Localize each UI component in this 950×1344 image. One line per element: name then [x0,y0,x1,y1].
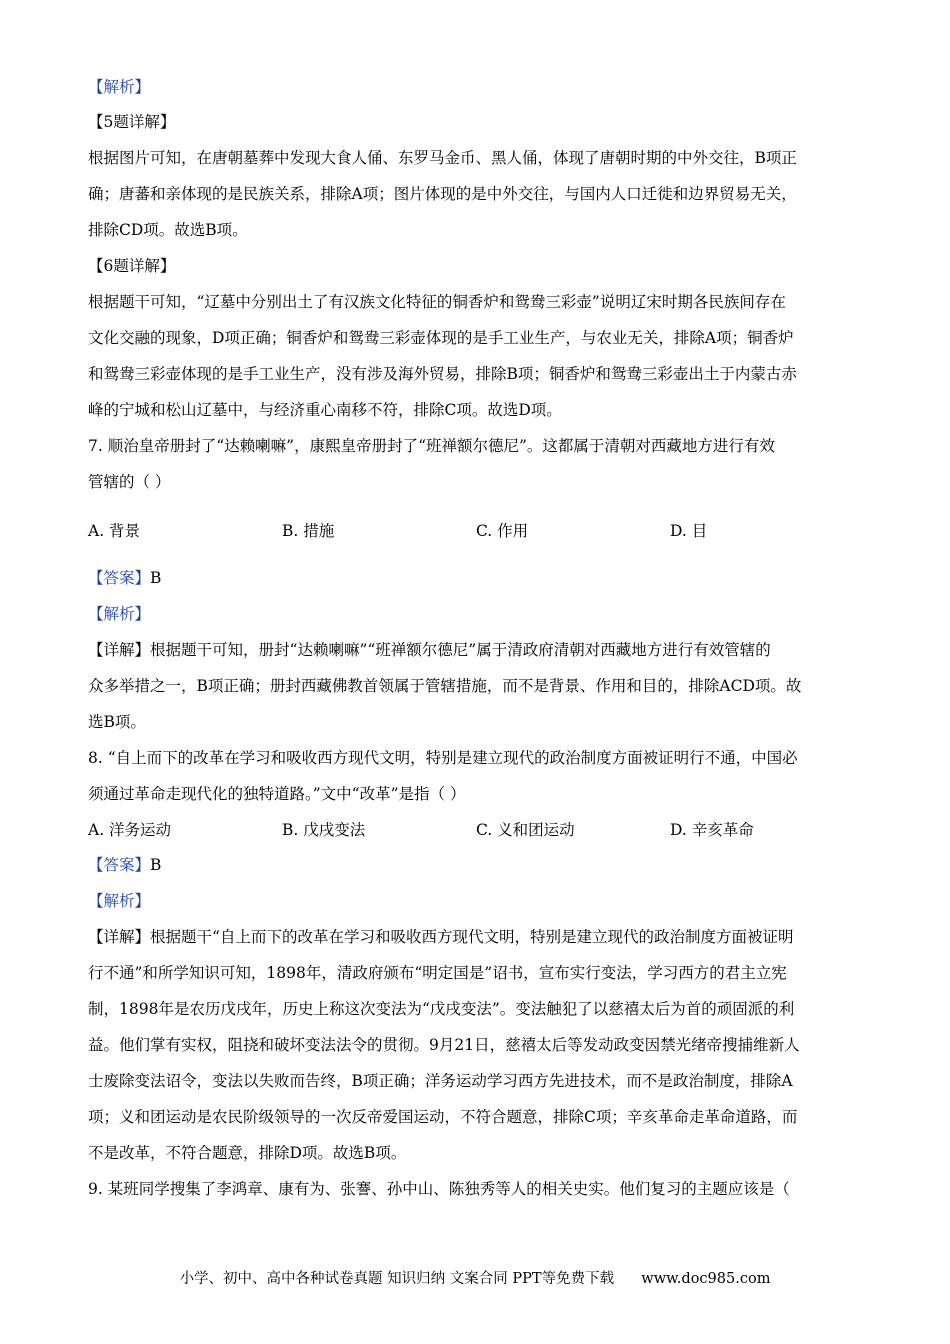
q8-detail-line-5: 士废除变法诏令，变法以失败而告终，B项正确；洋务运动学习西方先进技术，而不是政治制度，排除A [88,1072,793,1090]
footer-url[interactable]: www.doc985.com [641,1271,771,1287]
q8-option-c: C. 义和团运动 [476,821,575,839]
q7-answer-value: B [150,569,162,587]
q7-stem-line-1: 7. 顺治皇帝册封了“达赖喇嘛”，康熙皇帝册封了“班禅额尔德尼”。这都属于清朝对西藏地方进行有效 [88,437,775,455]
q8-answer-value: B [150,856,162,874]
q5-line-2: 确；唐蕃和亲体现的是民族关系，排除A项；图片体现的是中外交往，与国内人口迁徙和边界贸易无关， [88,185,797,203]
q7-detail-line-3: 选B项。 [88,713,146,731]
q6-line-1: 根据题干可知，“辽墓中分别出土了有汉族文化特征的铜香炉和鸳鸯三彩壶”说明辽宋时期各民族间存在 [88,293,786,311]
q8-stem-line-2: 须通过革命走现代化的独特道路。”文中“改革”是指（ ） [88,785,466,803]
q8-detail-line-1 [88,926,793,948]
jiexi-tag: 【解析】 [88,78,151,96]
q8-answer-row [88,854,161,876]
q7-answer-row [88,567,161,589]
q8-detail-line-6: 项；义和团运动是农民阶级领导的一次反帝爱国运动，不符合题意，排除C项；辛亥革命走革命道路，而 [88,1108,798,1126]
q8-answer-tag: 【答案】 [88,856,151,874]
footer-text: 小学、初中、高中各种试卷真题 知识归纳 文案合同 PPT等免费下载 [179,1271,615,1287]
q9-stem-line-1: 9. 某班同学搜集了李鸿章、康有为、张謇、孙中山、陈独秀等人的相关史实。他们复习的主题应该是（ [88,1180,790,1198]
q6-line-4: 峰的宁城和松山辽墓中，与经济重心南移不符，排除C项。故选D项。 [88,401,562,419]
q8-detail-line-3: 制，1898年是农历戊戌年，历史上称这次变法为“戊戌变法”。变法触犯了以慈禧太后为首的顽固派的利 [88,1000,795,1018]
q8-detail-text-1: 根据题干“自上而下的改革在学习和吸收西方现代文明，特别是建立现代的政治制度方面被证明 [150,928,794,946]
q7-detail-line-2: 众多举措之一，B项正确；册封西藏佛教首领属于管辖措施，而不是背景、作用和目的，排除ACD项。故 [88,677,802,695]
q7-option-b: B. 措施 [282,522,335,540]
q8-detail-line-4: 益。他们掌有实权，阻挠和破坏变法法令的贯彻。9月21日，慈禧太后等发动政变因禁光绪帝搜捕维新人 [88,1036,800,1054]
q7-option-d: D. 目 [670,522,708,540]
q7-detail-line-1 [88,639,771,661]
q6-line-2: 文化交融的现象，D项正确；铜香炉和鸳鸯三彩壶体现的是手工业生产，与农业无关，排除A项；铜香炉 [88,329,794,347]
q8-detail-tag: 【详解】 [88,928,151,946]
q8-option-d: D. 辛亥革命 [670,821,754,839]
q7-answer-tag: 【答案】 [88,569,151,587]
q7-detail-tag: 【详解】 [88,641,151,659]
page-footer [0,1268,950,1290]
q8-detail-line-7: 不是改革，不符合题意，排除D项。故选B项。 [88,1144,407,1162]
q7-option-a: A. 背景 [88,522,141,540]
q5-line-3: 排除CD项。故选B项。 [88,221,248,239]
q6-line-3: 和鸳鸯三彩壶体现的是手工业生产，没有涉及海外贸易，排除B项；铜香炉和鸳鸯三彩壶出土于内蒙古赤 [88,365,797,383]
q6-detail-title: 【6题详解】 [88,257,176,275]
q7-jiexi-tag: 【解析】 [88,605,151,623]
q5-detail-title: 【5题详解】 [88,113,176,131]
q8-detail-line-2: 行不通”和所学知识可知，1898年，清政府颁布“明定国是”诏书，宣布实行变法，学习西方的君主立宪 [88,964,787,982]
q5-line-1: 根据图片可知，在唐朝墓葬中发现大食人俑、东罗马金币、黑人俑，体现了唐朝时期的中外交往，B项正 [88,149,797,167]
q7-stem-line-2: 管辖的（ ） [88,473,171,491]
q7-detail-text-1: 根据题干可知，册封“达赖喇嘛”“班禅额尔德尼”属于清政府清朝对西藏地方进行有效管辖的 [150,641,771,659]
q8-jiexi-tag: 【解析】 [88,892,151,910]
q8-stem-line-1: 8. “自上而下的改革在学习和吸收西方现代文明，特别是建立现代的政治制度方面被证明行不通，中国必 [88,749,798,767]
q7-option-c: C. 作用 [476,522,529,540]
q8-option-a: A. 洋务运动 [88,821,172,839]
q8-option-b: B. 戊戌变法 [282,821,366,839]
